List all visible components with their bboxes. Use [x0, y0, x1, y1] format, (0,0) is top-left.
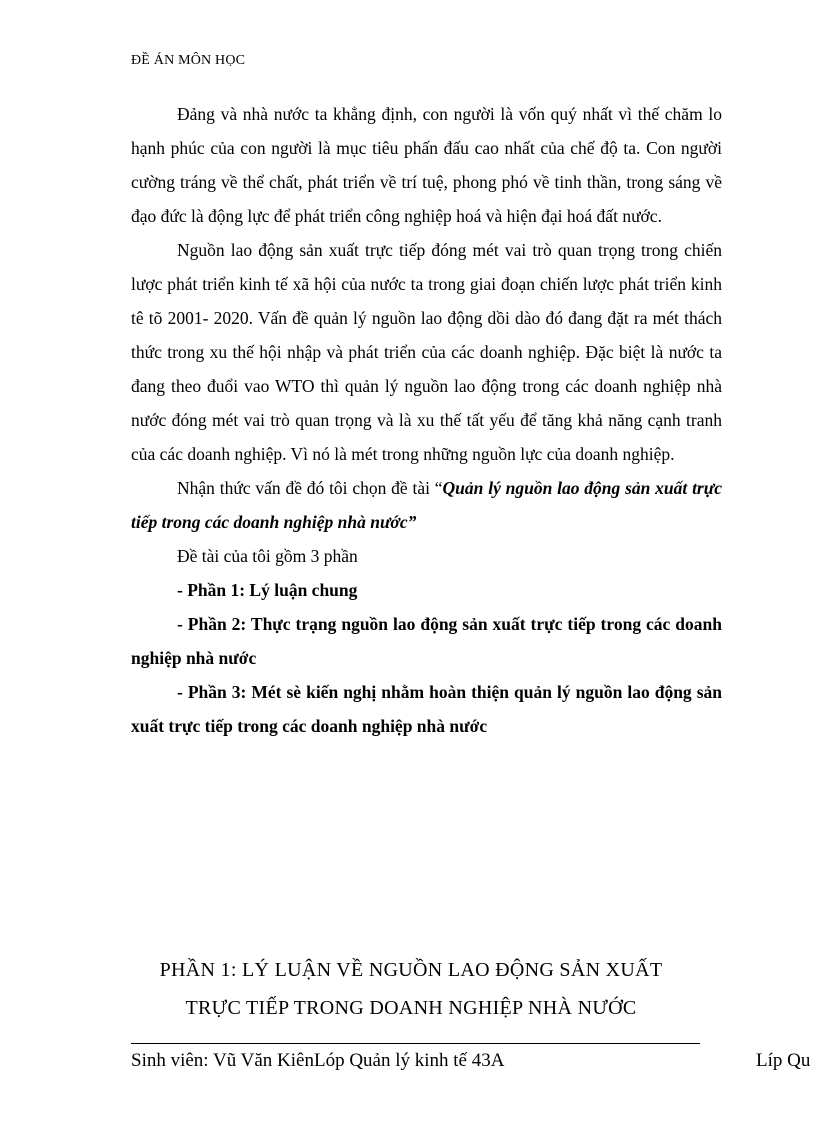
paragraph-labor: Nguồn lao động sản xuất trực tiếp đóng mét vai trò quan trọng trong chiến lược phát triển kinh tế xã hội của nước ta trong giai đoạn chiến lược phát triển kinh tê tõ 2001- 2020. Vấn đề quản lý nguồn lao động dồi dào đó đang đặt ra mét thách thức trong xu thế hội nhập và phát triển của các doanh nghiệp. Đặc biệt là nước ta đang theo đuổi vao WTO thì quản lý nguồn lao động trong các doanh nghiệp nhà nước đóng mét vai trò quan trọng và là xu thế tất yếu để tăng khả năng cạnh tranh của các doanh nghiệp. Vì nó là mét trong những nguồn lực của doanh nghiệp. — [131, 240, 722, 464]
paragraph-topic — [131, 471, 722, 539]
section-heading — [131, 951, 691, 1027]
part-2-item: - Phần 2: Thực trạng nguồn lao động sản xuất trực tiếp trong các doanh nghiệp nhà nước — [131, 614, 722, 668]
footer-student-info: Sinh viên: Vũ Văn KiênLóp Quản lý kinh tế 43A — [131, 1050, 505, 1071]
page-footer — [131, 1047, 816, 1077]
paragraph-outline: Đề tài của tôi gồm 3 phần — [177, 546, 358, 566]
footer-class-info: Líp Qu — [756, 1050, 811, 1071]
section-heading-line-1: PHẦN 1: LÝ LUẬN VỀ NGUỒN LAO ĐỘNG SẢN XUẤT — [159, 959, 663, 981]
topic-close-quote: ” — [407, 512, 417, 532]
part-1-item: - Phần 1: Lý luận chung — [177, 580, 358, 600]
footer-divider — [131, 1043, 700, 1044]
topic-lead: Nhận thức vấn đề đó tôi chọn đề tài “ — [177, 478, 443, 498]
document-body — [131, 97, 722, 743]
page-header: ĐỀ ÁN MÔN HỌC — [131, 53, 246, 68]
part-3-item: - Phần 3: Mét sè kiến nghị nhằm hoàn thiện quản lý nguồn lao động sản xuất trực tiếp trong các doanh nghiệp nhà nước — [131, 682, 722, 736]
section-heading-line-2: TRỰC TIẾP TRONG DOANH NGHIỆP NHÀ NƯỚC — [185, 997, 637, 1019]
topic-title: Quản lý nguồn lao động sản xuất trực tiếp trong các doanh nghiệp nhà nước — [131, 478, 722, 532]
paragraph-intro: Đảng và nhà nước ta khẳng định, con người là vốn quý nhất vì thế chăm lo hạnh phúc của con người là mục tiêu phấn đấu cao nhất của chế độ ta. Con người cường tráng về thể chất, phát triển về trí tuệ, phong phó về tinh thần, trong sáng về đạo đức là động lực để phát triển công nghiệp hoá và hiện đại hoá đất nước. — [131, 104, 722, 226]
